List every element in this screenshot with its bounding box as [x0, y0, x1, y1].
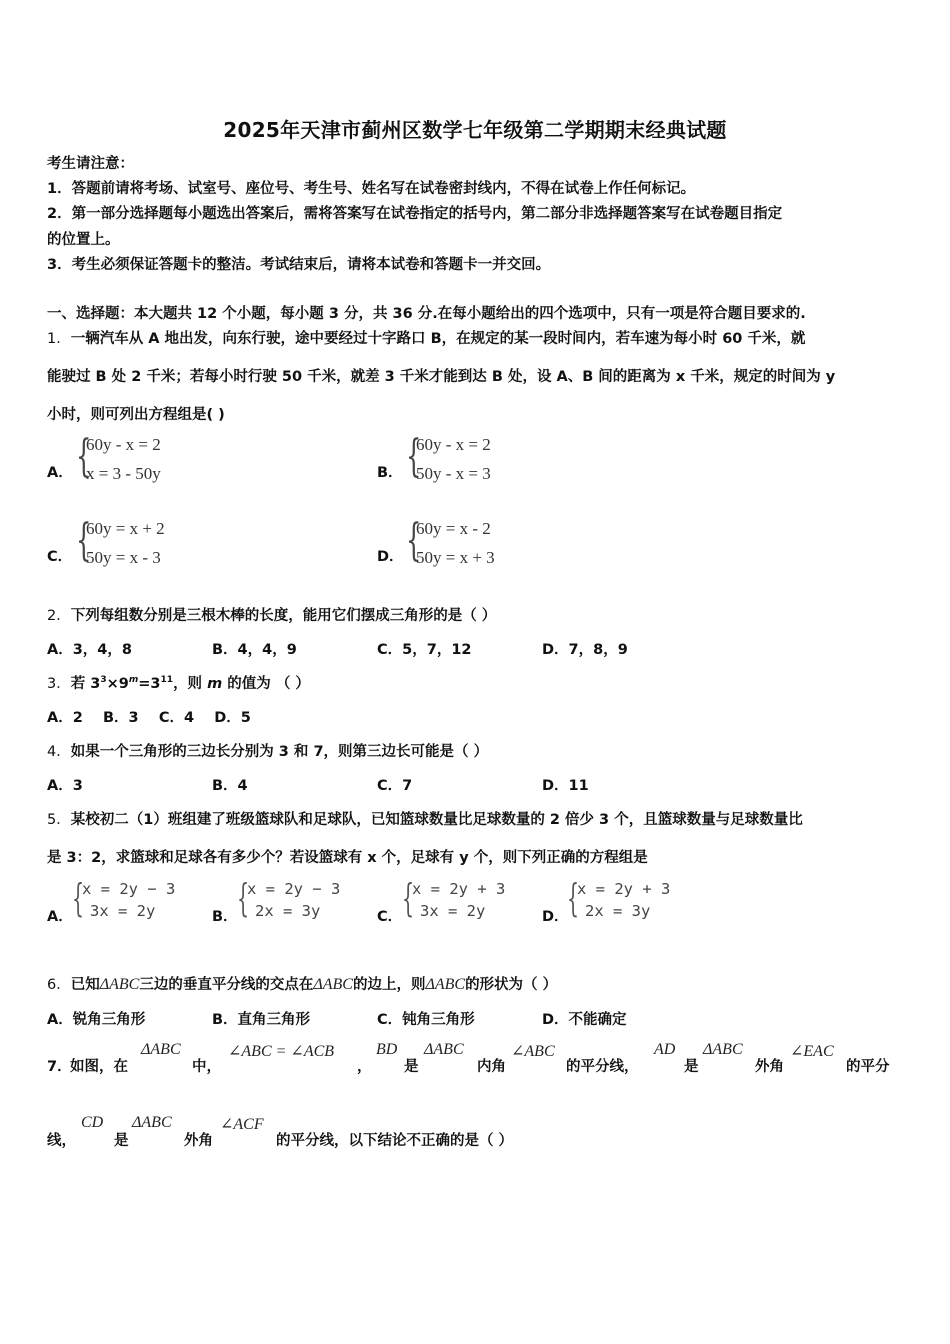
equation: x = 3 - 50y [86, 464, 161, 483]
equation: 3x = 2y [90, 902, 156, 920]
question-number: 4． [47, 744, 71, 760]
option: C．5，7，12 [377, 642, 472, 658]
page-title: 2025年天津市蓟州区数学七年级第二学期期末经典试题 [223, 118, 727, 142]
math-variable: m [207, 676, 223, 692]
question-2 [47, 604, 496, 625]
option: B．直角三角形 [212, 1012, 311, 1028]
question-4 [47, 740, 488, 761]
question-text: 下列每组数分别是三根木棒的长度，能用它们摆成三角形的是（ ） [70, 608, 497, 624]
math-triangle: ΔABC [425, 976, 466, 993]
option: D．7，8，9 [542, 642, 628, 658]
question-text: 如果一个三角形的三边长分别为 3 和 7，则第三边长可能是（ ） [70, 744, 489, 760]
math-expr: ΔABC [703, 1041, 743, 1058]
question-3: 3．若 $3^3\times 9^m=3^{11}$，则 m 的值为 （ ） [47, 675, 310, 692]
equation: x = 2y + 3 [412, 880, 506, 898]
math-expr: BD [376, 1041, 398, 1058]
equation: 50y = x + 3 [416, 548, 495, 567]
math-expr: ∠ABC = ∠ACB [228, 1043, 335, 1060]
section-heading: 一、选择题：本大题共 12 个小题，每小题 3 分，共 36 分.在每小题给出的四个选项中，只有一项是符合题目要求的. [47, 306, 806, 322]
math-expr: CD [81, 1114, 104, 1131]
question-text: 小时，则可列出方程组是( ) [47, 407, 225, 423]
notice-item: 2．第一部分选择题每小题选出答案后，需将答案写在试卷指定的括号内，第二部分非选择题答案写在试卷题目指定 [47, 206, 783, 222]
math-expr: AD [654, 1041, 676, 1058]
question-number: 2． [47, 608, 71, 624]
equation: x = 2y − 3 [247, 880, 341, 898]
options-line: A．2 B．3 C．4 D．5 [47, 710, 251, 726]
option-label: B． [212, 909, 238, 925]
math-expr: ΔABC [141, 1041, 181, 1058]
math-expr: ΔABC [424, 1041, 464, 1058]
equation: 60y - x = 2 [416, 435, 491, 454]
option-label: A． [47, 909, 73, 925]
option-label: A． [47, 465, 73, 481]
question-number: 6． [47, 977, 71, 993]
math-expr: ∠ACF [220, 1116, 264, 1133]
equation: x = 2y + 3 [577, 880, 671, 898]
question-5 [47, 808, 803, 829]
option: D．不能确定 [542, 1012, 627, 1028]
question-text: 是 3：2，求篮球和足球各有多少个？若设篮球有 x 个，足球有 y 个，则下列正确的方程组是 [47, 850, 648, 866]
option: A．3，4，8 [47, 642, 132, 658]
equation: 50y = x - 3 [86, 548, 161, 567]
equation: 2x = 3y [255, 902, 321, 920]
question-1 [47, 327, 805, 348]
math-expr: ΔABC [132, 1114, 172, 1131]
option: B．4 [212, 778, 248, 794]
equation: 3x = 2y [420, 902, 486, 920]
question-text: 一辆汽车从 A 地出发，向东行驶，途中要经过十字路口 B，在规定的某一段时间内，若车速为每小时 60 千米，就 [70, 331, 806, 347]
question-number: 5． [47, 812, 71, 828]
math-triangle: ΔABC [99, 976, 140, 993]
question-number: 3． [47, 676, 71, 692]
option-label: D． [377, 549, 404, 565]
question-text: 某校初二（1）班组建了班级篮球队和足球队，已知篮球数量比足球数量的 2 倍少 3 个，且篮球数量与足球数量比 [70, 812, 803, 828]
option: D．11 [542, 778, 589, 794]
question-text: 能驶过 B 处 2 千米；若每小时行驶 50 千米，就差 3 千米才能到达 B 处，设 A、B 间的距离为 x 千米，规定的时间为 y [47, 369, 836, 385]
option: C．钝角三角形 [377, 1012, 475, 1028]
option: A．3 [47, 778, 83, 794]
option: C．7 [377, 778, 413, 794]
option-label: C． [47, 549, 73, 565]
notice-heading: 考生请注意： [47, 156, 134, 172]
math-expr: ∠ABC [511, 1043, 555, 1060]
math-triangle: ΔABC [313, 976, 353, 993]
equation: 60y = x + 2 [86, 519, 165, 538]
option-label: D． [542, 909, 569, 925]
equation: 2x = 3y [585, 902, 651, 920]
option: B．4，4，9 [212, 642, 297, 658]
option-label: C． [377, 909, 403, 925]
notice-item: 1．答题前请将考场、试室号、座位号、考生号、姓名写在试卷密封线内，不得在试卷上作任何标记。 [47, 181, 696, 197]
option: A．锐角三角形 [47, 1012, 146, 1028]
option-label: B． [377, 465, 403, 481]
equation: 60y - x = 2 [86, 435, 161, 454]
equation: 60y = x - 2 [416, 519, 491, 538]
question-6: 6．已知ΔABC三边的垂直平分线的交点在ΔABC的边上，则ΔABC的形状为（ ） [47, 976, 558, 993]
math-expr: ∠EAC [790, 1043, 834, 1060]
equation: x = 2y − 3 [82, 880, 176, 898]
equation: 50y - x = 3 [416, 464, 491, 483]
notice-item: 的位置上。 [47, 232, 120, 248]
question-number: 7． [47, 1059, 72, 1075]
notice-item: 3．考生必须保证答题卡的整洁。考试结束后，请将本试卷和答题卡一并交回。 [47, 257, 551, 273]
question-number: 1． [47, 331, 71, 347]
